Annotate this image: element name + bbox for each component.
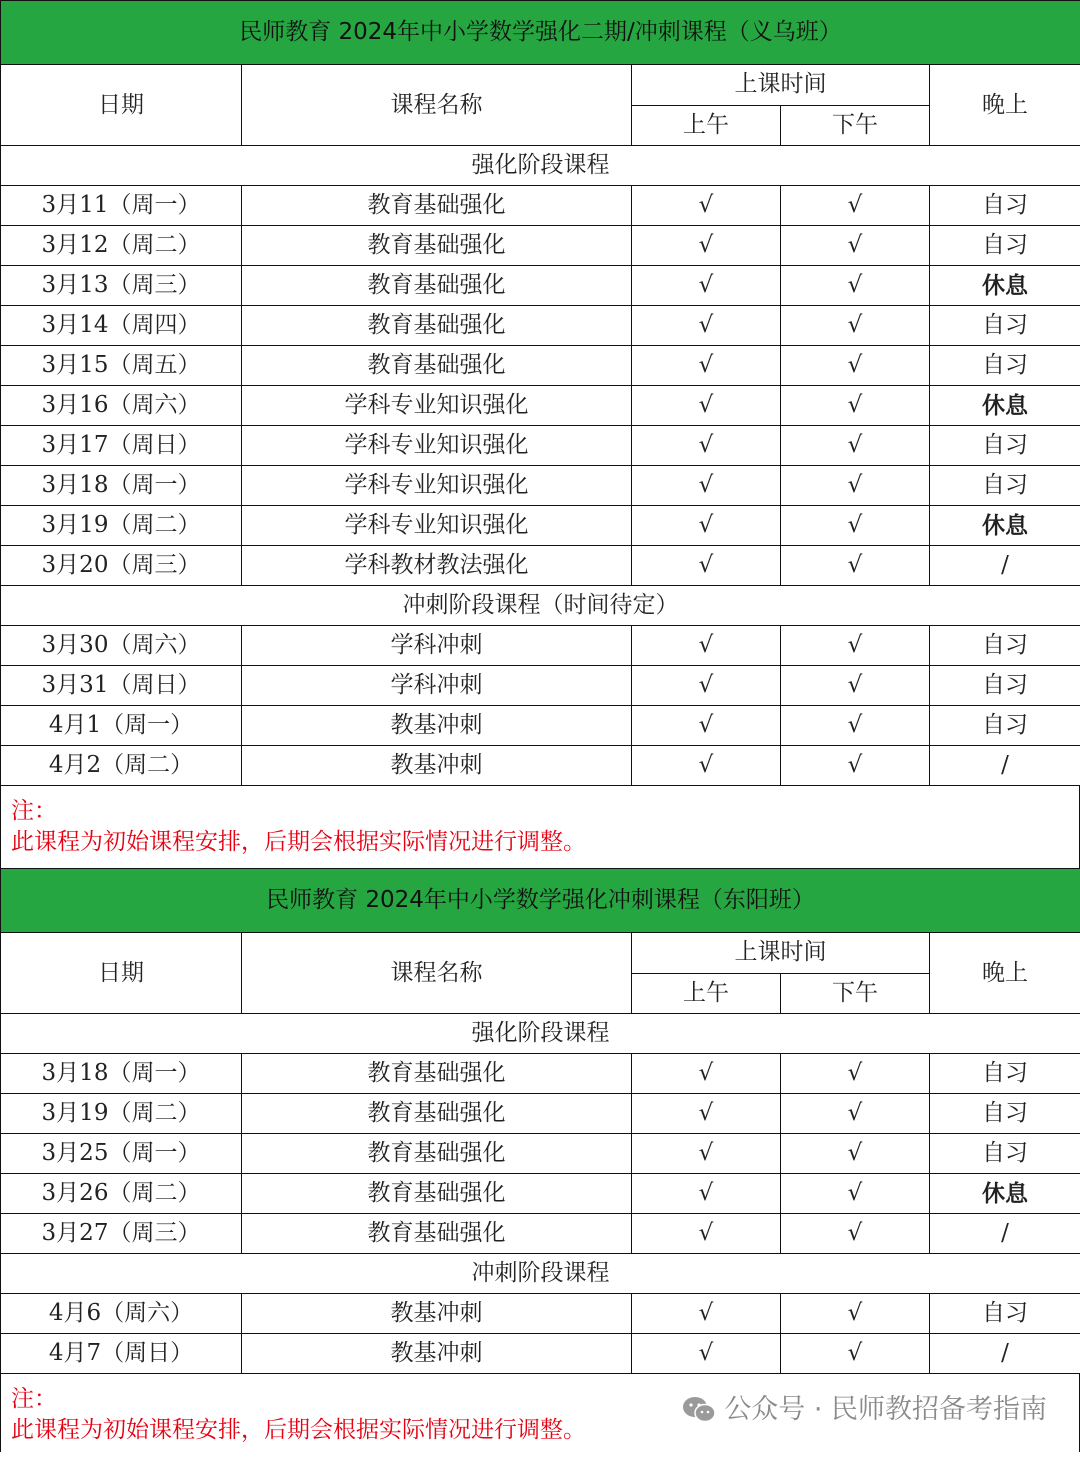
cell-date: 3月19（周二）	[1, 1094, 242, 1134]
cell-pm: √	[781, 186, 930, 226]
cell-am: √	[632, 1054, 781, 1094]
note	[0, 1374, 1080, 1452]
table-row	[1, 626, 1080, 666]
table-row	[1, 1134, 1080, 1174]
table-row	[1, 1334, 1080, 1374]
table-row	[1, 346, 1080, 386]
cell-date: 3月30（周六）	[1, 626, 242, 666]
cell-am: √	[632, 506, 781, 546]
cell-course: 学科冲刺	[242, 626, 632, 666]
cell-course: 教育基础强化	[242, 1174, 632, 1214]
cell-date: 3月12（周二）	[1, 226, 242, 266]
table-row	[1, 466, 1080, 506]
cell-course: 教基冲刺	[242, 706, 632, 746]
cell-am: √	[632, 426, 781, 466]
table-title: 民师教育 2024年中小学数学强化冲刺课程（东阳班）	[1, 869, 1080, 933]
header-am: 上午	[632, 973, 781, 1014]
table-row	[1, 506, 1080, 546]
cell-course: 教育基础强化	[242, 346, 632, 386]
cell-course: 教基冲刺	[242, 1334, 632, 1374]
table-row	[1, 226, 1080, 266]
cell-pm: √	[781, 1094, 930, 1134]
cell-pm: √	[781, 1134, 930, 1174]
cell-evening: 自习	[930, 226, 1080, 266]
cell-course: 学科专业知识强化	[242, 386, 632, 426]
cell-date: 4月2（周二）	[1, 746, 242, 786]
cell-course: 学科教材教法强化	[242, 546, 632, 586]
cell-evening: 自习	[930, 1094, 1080, 1134]
table-row	[1, 1294, 1080, 1334]
cell-evening: 休息	[930, 506, 1080, 546]
cell-date: 3月16（周六）	[1, 386, 242, 426]
cell-date: 3月17（周日）	[1, 426, 242, 466]
cell-pm: √	[781, 1294, 930, 1334]
watermark	[682, 1394, 1047, 1425]
cell-date: 3月15（周五）	[1, 346, 242, 386]
header-pm: 下午	[781, 973, 930, 1014]
cell-pm: √	[781, 666, 930, 706]
table-row	[1, 546, 1080, 586]
cell-am: √	[632, 1094, 781, 1134]
note-head: 注：	[11, 1386, 57, 1412]
table-row	[1, 266, 1080, 306]
cell-course: 教基冲刺	[242, 746, 632, 786]
header-pm: 下午	[781, 105, 930, 146]
cell-evening: /	[930, 746, 1080, 786]
cell-evening: 休息	[930, 386, 1080, 426]
cell-date: 3月27（周三）	[1, 1214, 242, 1254]
cell-date: 3月18（周一）	[1, 1054, 242, 1094]
cell-date: 4月6（周六）	[1, 1294, 242, 1334]
cell-course: 学科专业知识强化	[242, 506, 632, 546]
cell-evening: 自习	[930, 306, 1080, 346]
wechat-icon	[682, 1396, 716, 1424]
cell-course: 学科专业知识强化	[242, 466, 632, 506]
cell-am: √	[632, 546, 781, 586]
cell-course: 教育基础强化	[242, 1094, 632, 1134]
cell-pm: √	[781, 466, 930, 506]
cell-pm: √	[781, 426, 930, 466]
cell-date: 4月1（周一）	[1, 706, 242, 746]
cell-am: √	[632, 1294, 781, 1334]
cell-pm: √	[781, 1054, 930, 1094]
header-am: 上午	[632, 105, 781, 146]
rows-group	[1, 186, 1080, 586]
table-row	[1, 1094, 1080, 1134]
note-head: 注：	[11, 798, 57, 824]
cell-am: √	[632, 226, 781, 266]
cell-am: √	[632, 666, 781, 706]
header-time: 上课时间	[632, 65, 930, 106]
cell-date: 3月20（周三）	[1, 546, 242, 586]
stage-heading: 强化阶段课程	[1, 146, 1080, 186]
cell-am: √	[632, 386, 781, 426]
table-row	[1, 306, 1080, 346]
cell-evening: 休息	[930, 1174, 1080, 1214]
cell-am: √	[632, 1334, 781, 1374]
table-row	[1, 1174, 1080, 1214]
watermark-text: 公众号 · 民师教招备考指南	[724, 1394, 1047, 1425]
cell-course: 教育基础强化	[242, 226, 632, 266]
cell-course: 教育基础强化	[242, 1054, 632, 1094]
cell-evening: 自习	[930, 706, 1080, 746]
table-row	[1, 1214, 1080, 1254]
cell-date: 3月13（周三）	[1, 266, 242, 306]
cell-am: √	[632, 466, 781, 506]
cell-pm: √	[781, 746, 930, 786]
cell-pm: √	[781, 226, 930, 266]
cell-course: 教育基础强化	[242, 266, 632, 306]
rows-group	[1, 1054, 1080, 1254]
cell-date: 3月18（周一）	[1, 466, 242, 506]
cell-pm: √	[781, 506, 930, 546]
cell-am: √	[632, 306, 781, 346]
cell-course: 教育基础强化	[242, 306, 632, 346]
table-row	[1, 666, 1080, 706]
stage-heading: 冲刺阶段课程（时间待定）	[1, 586, 1080, 626]
cell-evening: /	[930, 1334, 1080, 1374]
note-body: 此课程为初始课程安排，后期会根据实际情况进行调整。	[11, 829, 586, 855]
cell-evening: /	[930, 1214, 1080, 1254]
cell-evening: 自习	[930, 1294, 1080, 1334]
cell-evening: 自习	[930, 186, 1080, 226]
schedule-table-dongyang	[0, 868, 1080, 1374]
cell-evening: /	[930, 546, 1080, 586]
cell-pm: √	[781, 546, 930, 586]
header-evening: 晚上	[930, 65, 1080, 146]
cell-date: 3月11（周一）	[1, 186, 242, 226]
cell-pm: √	[781, 626, 930, 666]
cell-course: 学科冲刺	[242, 666, 632, 706]
cell-pm: √	[781, 306, 930, 346]
note-body: 此课程为初始课程安排，后期会根据实际情况进行调整。	[11, 1417, 586, 1443]
cell-date: 3月14（周四）	[1, 306, 242, 346]
cell-evening: 自习	[930, 626, 1080, 666]
header-course: 课程名称	[242, 65, 632, 146]
table-row	[1, 746, 1080, 786]
cell-am: √	[632, 186, 781, 226]
table-row	[1, 426, 1080, 466]
cell-date: 3月26（周二）	[1, 1174, 242, 1214]
rows-group	[1, 1294, 1080, 1374]
table-title: 民师教育 2024年中小学数学强化二期/冲刺课程（义乌班）	[1, 1, 1080, 65]
cell-am: √	[632, 626, 781, 666]
cell-pm: √	[781, 1334, 930, 1374]
table-row	[1, 706, 1080, 746]
cell-evening: 休息	[930, 266, 1080, 306]
cell-course: 教育基础强化	[242, 1134, 632, 1174]
cell-course: 教基冲刺	[242, 1294, 632, 1334]
cell-date: 3月25（周一）	[1, 1134, 242, 1174]
cell-date: 3月19（周二）	[1, 506, 242, 546]
stage-heading: 强化阶段课程	[1, 1014, 1080, 1054]
cell-am: √	[632, 706, 781, 746]
cell-am: √	[632, 746, 781, 786]
cell-course: 学科专业知识强化	[242, 426, 632, 466]
header-course: 课程名称	[242, 933, 632, 1014]
cell-pm: √	[781, 706, 930, 746]
cell-am: √	[632, 1214, 781, 1254]
cell-evening: 自习	[930, 346, 1080, 386]
header-evening: 晚上	[930, 933, 1080, 1014]
cell-evening: 自习	[930, 666, 1080, 706]
table-row	[1, 1054, 1080, 1094]
cell-evening: 自习	[930, 466, 1080, 506]
cell-pm: √	[781, 386, 930, 426]
cell-pm: √	[781, 266, 930, 306]
header-date: 日期	[1, 65, 242, 146]
stage-heading: 冲刺阶段课程	[1, 1254, 1080, 1294]
table-row	[1, 386, 1080, 426]
cell-evening: 自习	[930, 426, 1080, 466]
cell-am: √	[632, 1134, 781, 1174]
note	[0, 786, 1080, 868]
cell-pm: √	[781, 1174, 930, 1214]
cell-evening: 自习	[930, 1134, 1080, 1174]
cell-am: √	[632, 346, 781, 386]
table-row	[1, 186, 1080, 226]
header-date: 日期	[1, 933, 242, 1014]
cell-am: √	[632, 1174, 781, 1214]
cell-am: √	[632, 266, 781, 306]
cell-date: 3月31（周日）	[1, 666, 242, 706]
header-time: 上课时间	[632, 933, 930, 974]
cell-evening: 自习	[930, 1054, 1080, 1094]
cell-course: 教育基础强化	[242, 186, 632, 226]
rows-group	[1, 626, 1080, 786]
cell-pm: √	[781, 1214, 930, 1254]
cell-date: 4月7（周日）	[1, 1334, 242, 1374]
cell-pm: √	[781, 346, 930, 386]
cell-course: 教育基础强化	[242, 1214, 632, 1254]
